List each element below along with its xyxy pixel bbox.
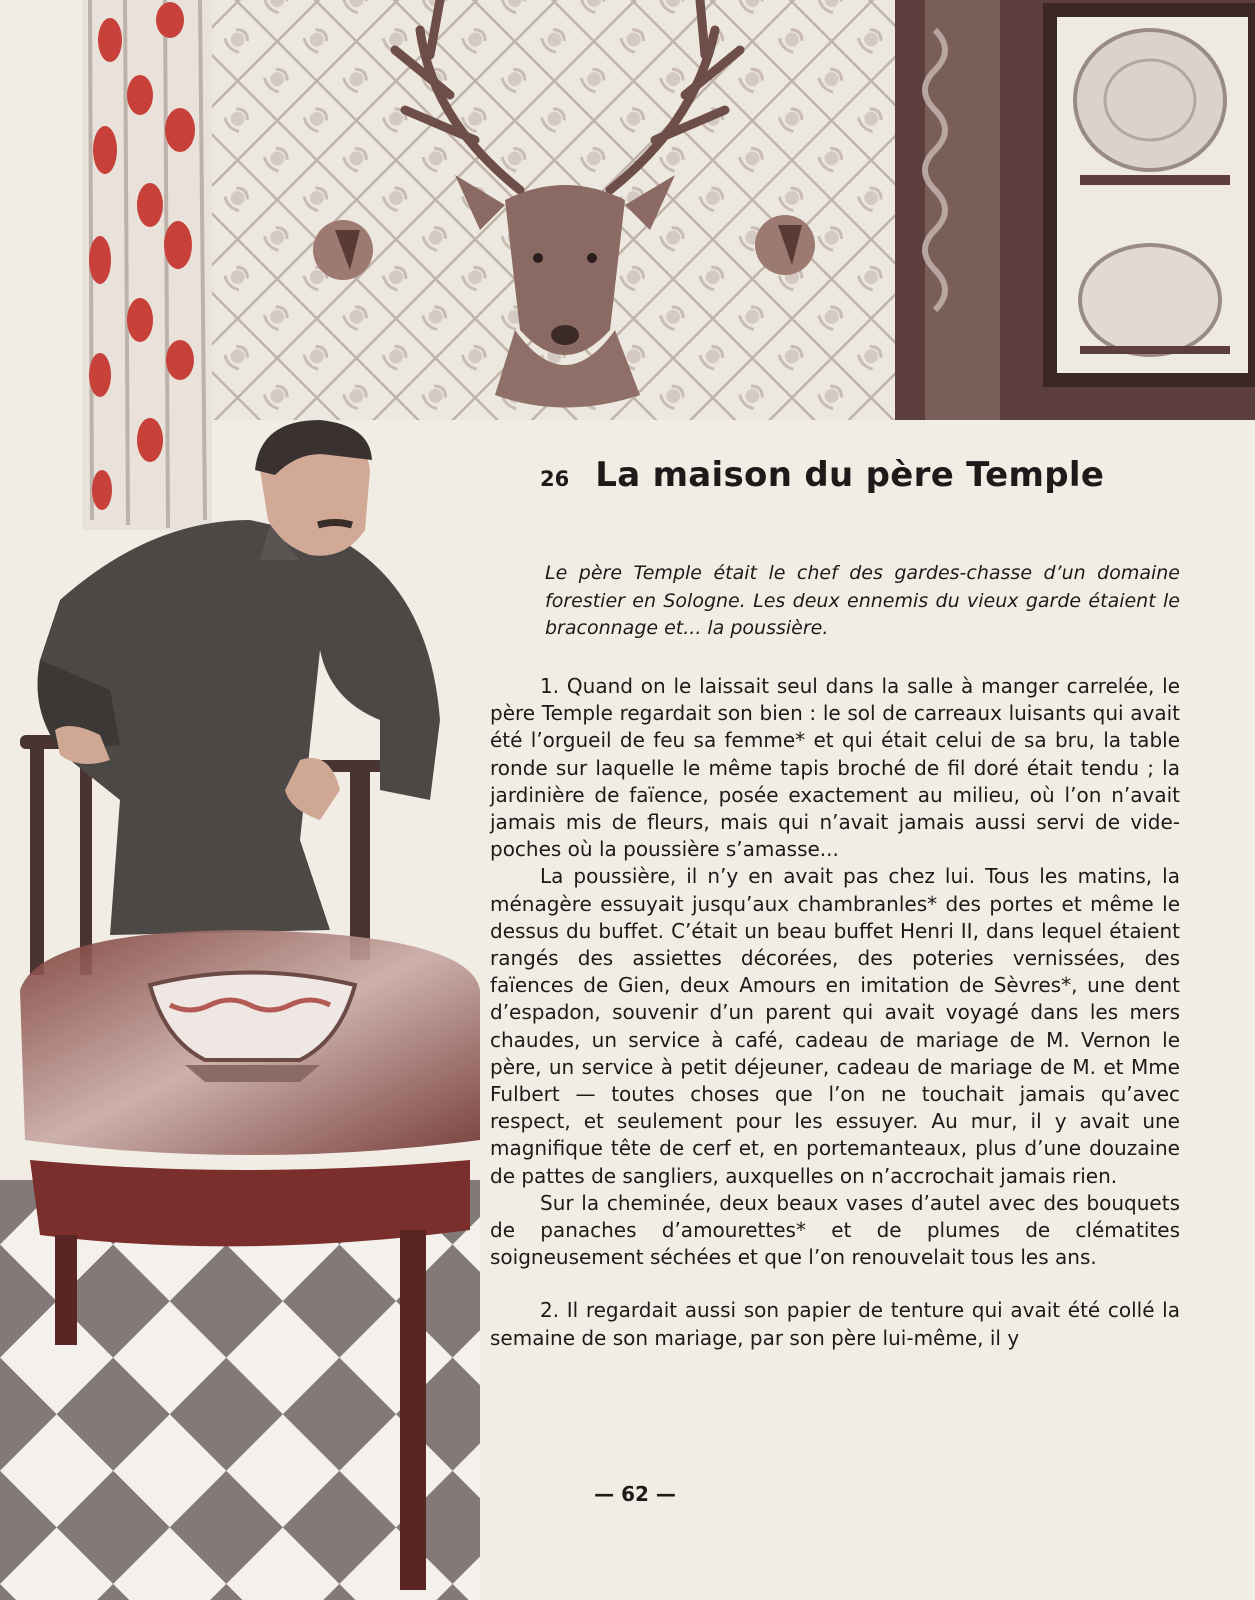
paragraph: La poussière, il n’y en avait pas chez lui. Tous les matins, la ménagère essuyait jusqu’aux chambranles* des portes et même le dessus du buffet. C’était un beau buffet Henri II, dans lequel étaient rangés des assiettes décorées, des poteries vernissées, des faïences de Gien, deux Amours en imitation de Sèvres*, une dent d’espadon, souvenir d’un parent qui avait voyagé dans les mers chaudes, un service à café, cadeau de mariage de M. Vernon le père, un service à petit déjeuner, cadeau de mariage de M. et Mme Fulbert — toutes choses que l’on ne touchait jamais qu’avec respect, et seulement pour les essuyer. Au mur, il y avait une magnifique tête de cerf et, en portemanteaux, plus d’une douzaine de pattes de sangliers, auxquelles on n’accrochait jamais rien. bbox=[490, 864, 1180, 1188]
lesson-number: 26 bbox=[540, 467, 570, 491]
lesson-heading bbox=[540, 455, 1240, 515]
paragraph: 1. Quand on le laissait seul dans la salle à manger carrelée, le père Temple regardait son bien : le sol de carreaux luisants qui avait été l’orgueil de feu sa femme* et qui était celui de sa bru, la table ronde sur laquelle le même tapis broché de fil doré était tendu ; la jardinière de faïence, posée exactement au milieu, où l’on n’avait jamais mis de fleurs, mais qui n’avait jamais aussi servi de vide-poches où la poussière s’amasse... bbox=[490, 674, 1180, 862]
paragraph: 2. Il regardait aussi son papier de tenture qui avait été collé la semaine de son mariage, par son père lui-même, il y bbox=[490, 1298, 1180, 1350]
lesson-title: La maison du père Temple bbox=[595, 455, 1105, 495]
red-curtain bbox=[82, 0, 212, 530]
body-text bbox=[490, 673, 1180, 1352]
buffet bbox=[895, 0, 1255, 420]
page-number: — 62 — bbox=[594, 1482, 676, 1506]
intro-paragraph: Le père Temple était le chef des gardes-chasse d’un domaine forestier en Sologne. Les deux ennemis du vieux garde étaient le braconnage et... la poussière. bbox=[545, 562, 1180, 639]
paragraph: Sur la cheminée, deux beaux vases d’autel avec des bouquets de panaches d’amourettes* et de plumes de clématites soigneusement séchées et que l’on renouvelait tous les ans. bbox=[490, 1190, 1180, 1270]
